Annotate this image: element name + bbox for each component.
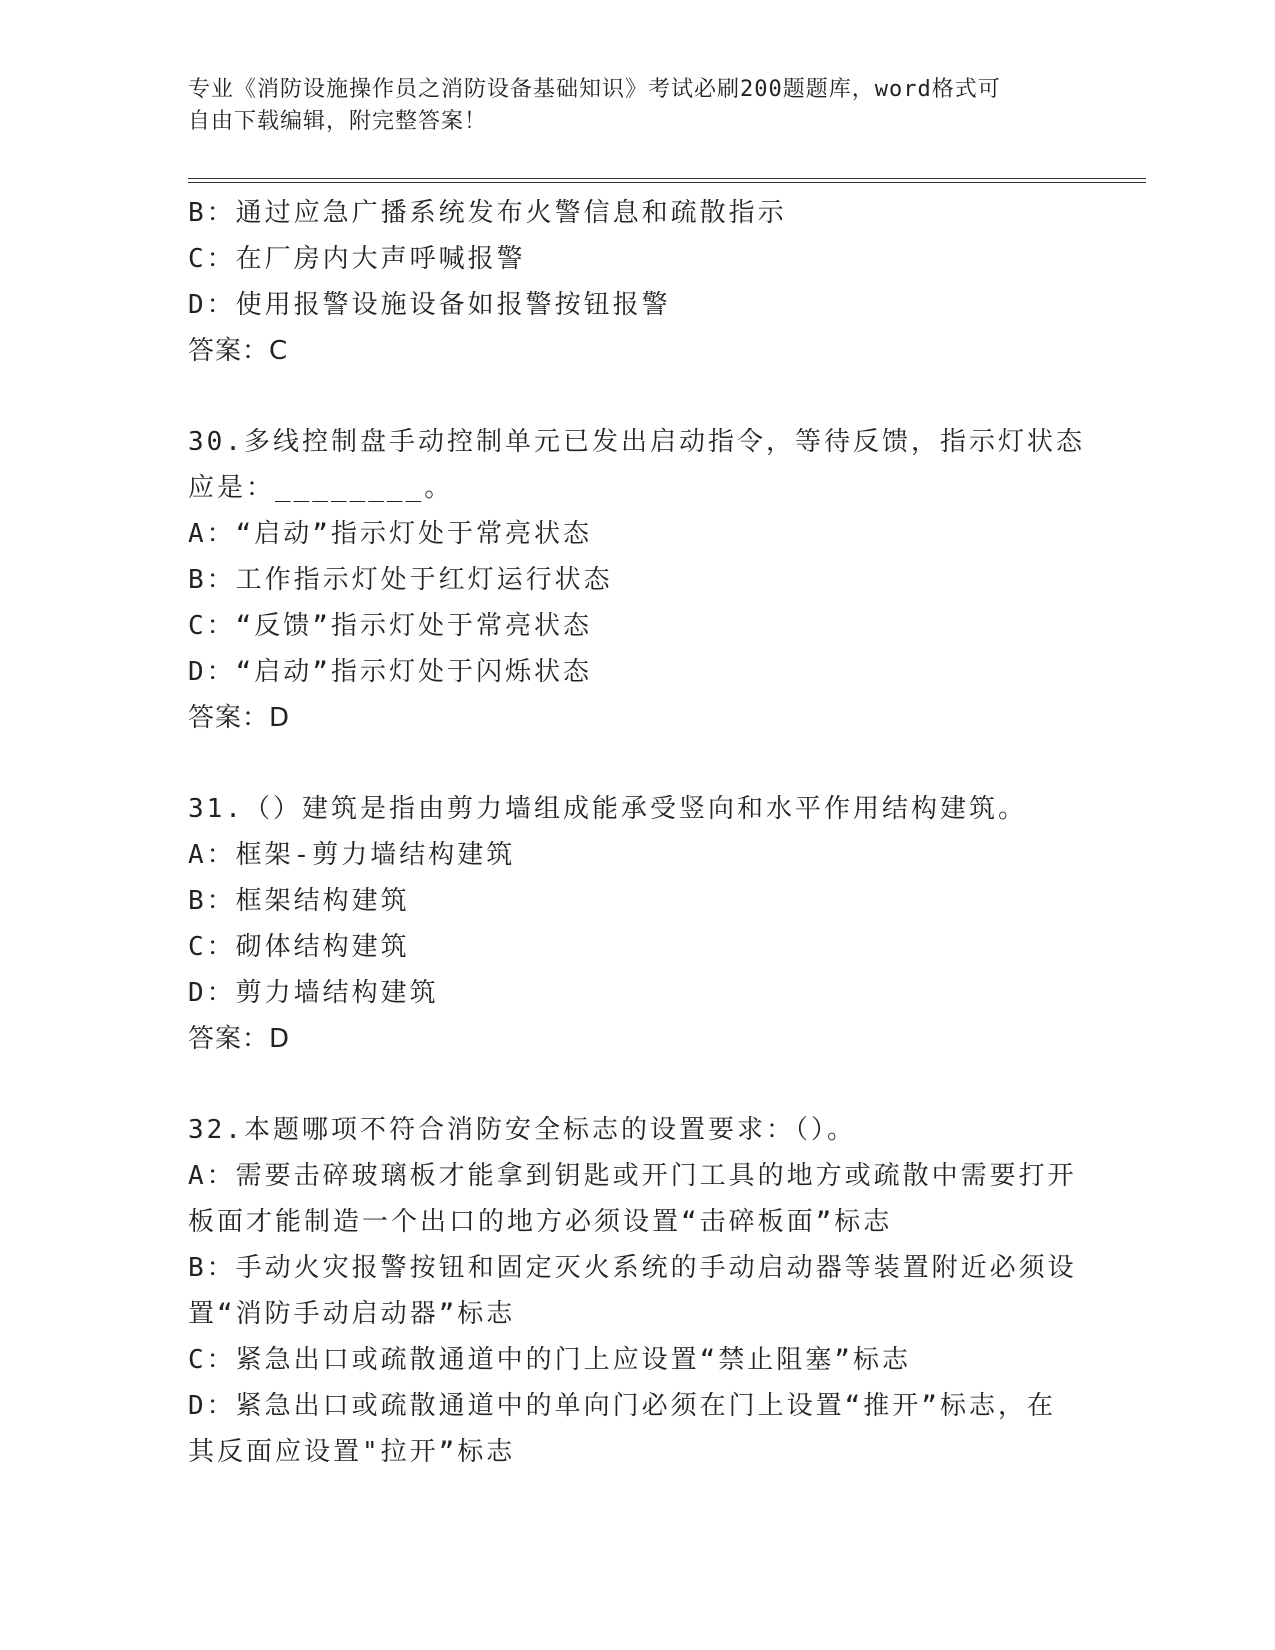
option-a: A：“启动”指示灯处于常亮状态: [188, 519, 592, 549]
option-c: C：砌体结构建筑: [188, 932, 410, 962]
option-b: B：框架结构建筑: [188, 886, 410, 916]
document-body: [188, 190, 1088, 1475]
question-30: [188, 419, 1088, 741]
option-d-continued: 其反面应设置"拉开”标志: [188, 1437, 516, 1467]
document-header: [188, 74, 1088, 138]
option-a-continued: 板面才能制造一个出口的地方必须设置“击碎板面”标志: [188, 1207, 893, 1237]
option-d: D：使用报警设施设备如报警按钮报警: [188, 290, 671, 320]
question-stem: 31.（）建筑是指由剪力墙组成能承受竖向和水平作用结构建筑。: [188, 794, 1027, 824]
option-b: B：通过应急广播系统发布火警信息和疏散指示: [188, 198, 787, 228]
option-b-continued: 置“消防手动启动器”标志: [188, 1299, 516, 1329]
option-c: C：在厂房内大声呼喊报警: [188, 244, 526, 274]
question-29: [188, 190, 1088, 374]
answer: 答案：D: [188, 1024, 291, 1054]
option-d: D：“启动”指示灯处于闪烁状态: [188, 657, 592, 687]
question-31: [188, 786, 1088, 1062]
header-line-2: 自由下载编辑，附完整答案！: [188, 109, 488, 134]
question-32: [188, 1107, 1088, 1475]
question-stem: 30.多线控制盘手动控制单元已发出启动指令，等待反馈，指示灯状态: [188, 427, 1085, 457]
answer: 答案：C: [188, 336, 289, 366]
header-divider-top: [188, 178, 1146, 179]
question-stem: 32.本题哪项不符合消防安全标志的设置要求：（）。: [188, 1115, 856, 1145]
option-b: B：工作指示灯处于红灯运行状态: [188, 565, 613, 595]
option-d: D：剪力墙结构建筑: [188, 978, 439, 1008]
answer: 答案：D: [188, 703, 291, 733]
header-line-1: 专业《消防设施操作员之消防设备基础知识》考试必刷200题题库，word格式可: [188, 77, 1001, 102]
header-divider-bottom: [188, 182, 1146, 183]
option-d: D：紧急出口或疏散通道中的单向门必须在门上设置“推开”标志，在: [188, 1391, 1056, 1421]
option-a: A：需要击碎玻璃板才能拿到钥匙或开门工具的地方或疏散中需要打开: [188, 1161, 1077, 1191]
option-b: B：手动火灾报警按钮和固定灭火系统的手动启动器等装置附近必须设: [188, 1253, 1077, 1283]
option-c: C：“反馈”指示灯处于常亮状态: [188, 611, 592, 641]
question-stem-continued: 应是：________。: [188, 473, 454, 503]
option-a: A：框架-剪力墙结构建筑: [188, 840, 516, 870]
option-c: C：紧急出口或疏散通道中的门上应设置“禁止阻塞”标志: [188, 1345, 911, 1375]
